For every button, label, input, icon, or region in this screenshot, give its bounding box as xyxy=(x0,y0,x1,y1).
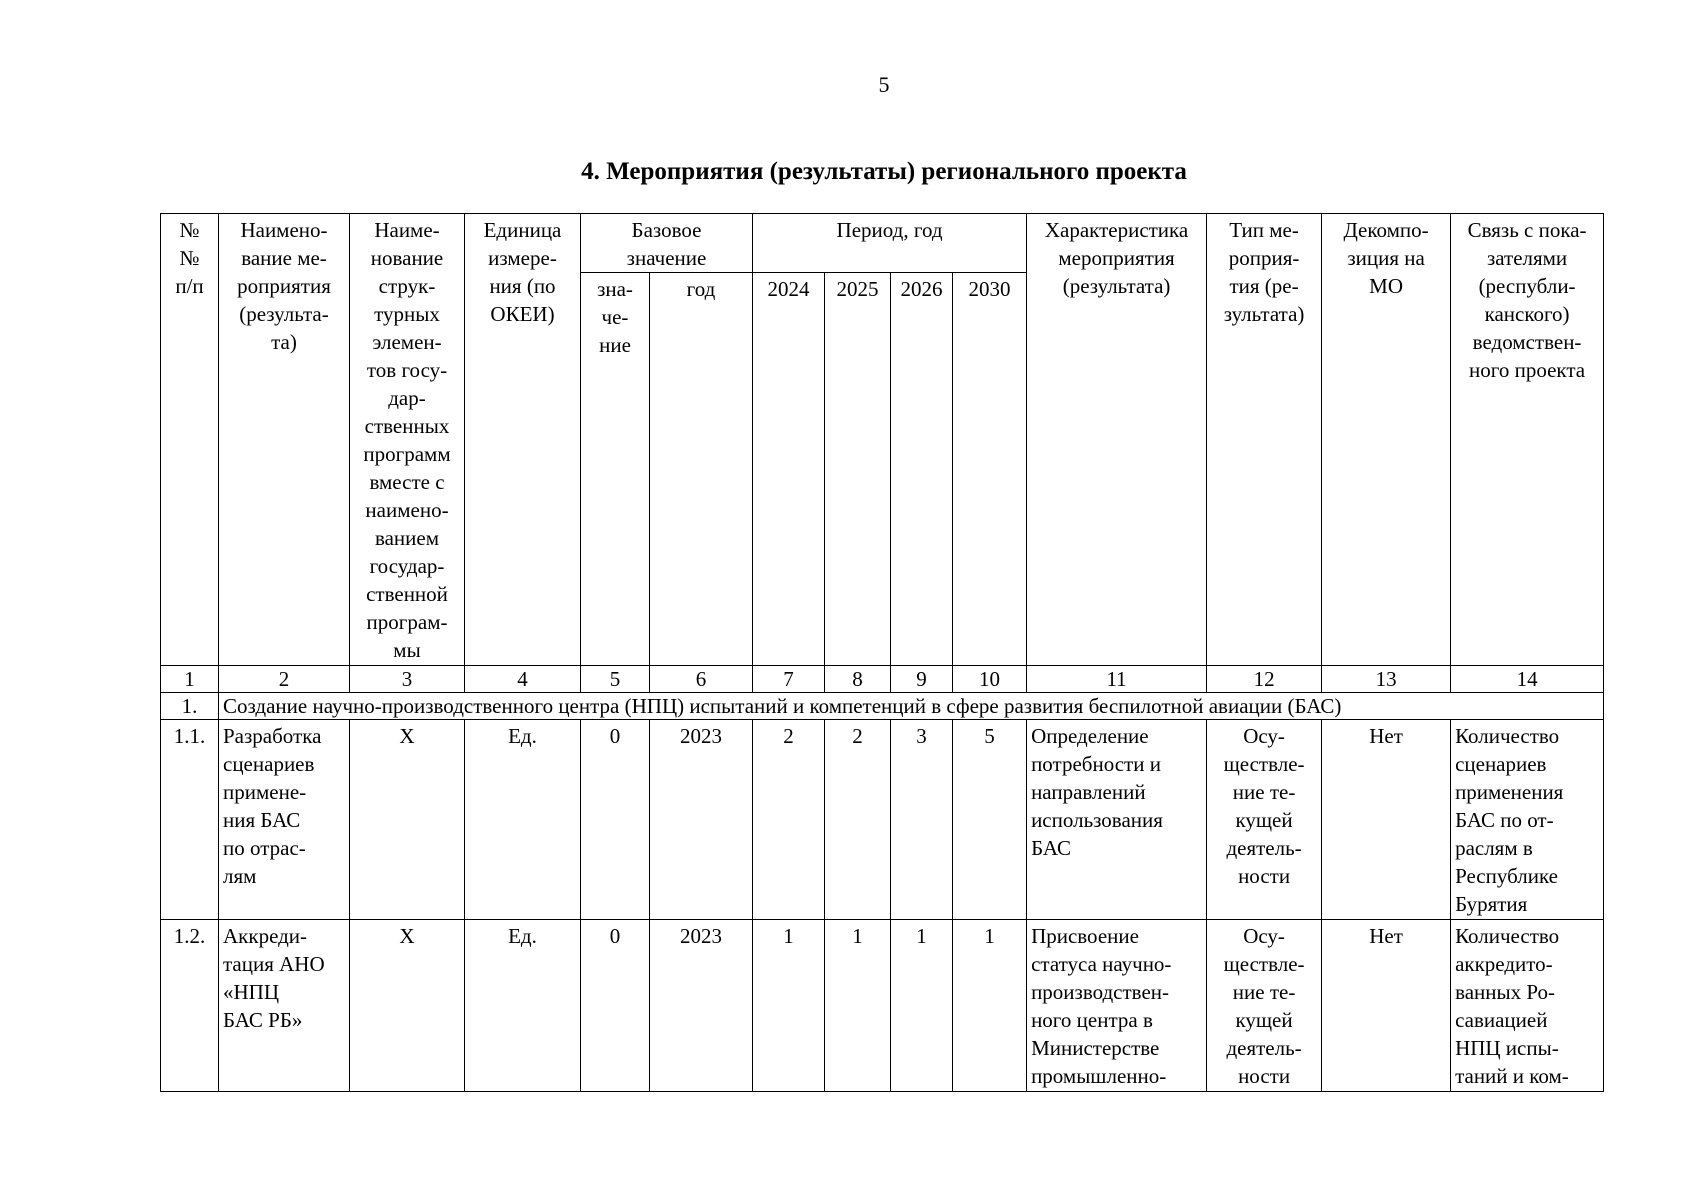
row-name: Разработка сценариев примене- ния БАС по отрас- лям xyxy=(219,720,350,920)
row-2024: 1 xyxy=(753,920,825,1092)
column-number: 12 xyxy=(1207,666,1322,693)
column-number: 14 xyxy=(1451,666,1604,693)
header-unit: Единица измере- ния (по ОКЕИ) xyxy=(465,214,581,666)
column-number: 8 xyxy=(825,666,891,693)
row-number: 1.1. xyxy=(161,720,219,920)
row-2025: 1 xyxy=(825,920,891,1092)
table-row xyxy=(161,720,1604,920)
header-decomposition: Декомпо- зиция на МО xyxy=(1322,214,1451,666)
row-decomposition: Нет xyxy=(1322,720,1451,920)
row-link: Количество сценариев применения БАС по от- раслям в Республике Бурятия xyxy=(1451,720,1604,920)
row-base-value: 0 xyxy=(581,920,650,1092)
row-type: Осу- ществле- ние те- кущей деятель- ности xyxy=(1207,720,1322,920)
header-year-2025: 2025 xyxy=(825,273,891,666)
page-number: 5 xyxy=(878,72,890,97)
row-characteristic: Определение потребности и направлений использования БАС xyxy=(1027,720,1207,920)
row-2024: 2 xyxy=(753,720,825,920)
column-number: 9 xyxy=(891,666,953,693)
row-2025: 2 xyxy=(825,720,891,920)
row-2030: 5 xyxy=(953,720,1027,920)
header-structural: Наиме- нование струк- турных элемен- тов госу- дар- ственных программ вместе с наимено- ванием государ- ственной програм- мы xyxy=(350,214,465,666)
header-base-value: зна- че- ние xyxy=(581,273,650,666)
row-characteristic: Присвоение статуса научно- производствен- ного центра в Министерстве промышленно- xyxy=(1027,920,1207,1092)
column-numbers-row xyxy=(161,666,1604,693)
row-base-year: 2023 xyxy=(650,720,753,920)
row-structural: Х xyxy=(350,920,465,1092)
row-2026: 1 xyxy=(891,920,953,1092)
column-number: 5 xyxy=(581,666,650,693)
row-base-value: 0 xyxy=(581,720,650,920)
header-year-2030: 2030 xyxy=(953,273,1027,666)
header-year-2026: 2026 xyxy=(891,273,953,666)
row-unit: Ед. xyxy=(465,920,581,1092)
row-decomposition: Нет xyxy=(1322,920,1451,1092)
row-type: Осу- ществле- ние те- кущей деятель- ности xyxy=(1207,920,1322,1092)
header-type: Тип ме- роприя- тия (ре- зультата) xyxy=(1207,214,1322,666)
column-number: 13 xyxy=(1322,666,1451,693)
row-2026: 3 xyxy=(891,720,953,920)
column-number: 11 xyxy=(1027,666,1207,693)
page-title: 4. Мероприятия (результаты) регионального проекта xyxy=(581,158,1187,185)
measures-table xyxy=(160,213,1604,1092)
header-base-group: Базовое значение xyxy=(581,214,753,273)
column-number: 3 xyxy=(350,666,465,693)
row-structural: Х xyxy=(350,720,465,920)
header-num: № № п/п xyxy=(161,214,219,666)
column-number: 1 xyxy=(161,666,219,693)
column-number: 2 xyxy=(219,666,350,693)
row-2030: 1 xyxy=(953,920,1027,1092)
column-number: 10 xyxy=(953,666,1027,693)
table-row xyxy=(161,920,1604,1092)
header-row-1 xyxy=(161,214,1604,273)
section-row xyxy=(161,693,1604,720)
row-unit: Ед. xyxy=(465,720,581,920)
header-characteristic: Характеристика мероприятия (результата) xyxy=(1027,214,1207,666)
header-period-group: Период, год xyxy=(753,214,1027,273)
column-number: 7 xyxy=(753,666,825,693)
section-number: 1. xyxy=(161,693,219,720)
header-base-year: год xyxy=(650,273,753,666)
row-base-year: 2023 xyxy=(650,920,753,1092)
header-link: Связь с пока- зателями (республи- канского) ведомствен- ного проекта xyxy=(1451,214,1604,666)
section-title: Создание научно-производственного центра (НПЦ) испытаний и компетенций в сфере развития беспилотной авиации (БАС) xyxy=(219,693,1604,720)
header-name: Наимено- вание ме- роприятия (результа- та) xyxy=(219,214,350,666)
row-name: Аккреди- тация АНО «НПЦ БАС РБ» xyxy=(219,920,350,1092)
header-year-2024: 2024 xyxy=(753,273,825,666)
row-number: 1.2. xyxy=(161,920,219,1092)
column-number: 4 xyxy=(465,666,581,693)
column-number: 6 xyxy=(650,666,753,693)
row-link: Количество аккредито- ванных Ро- савиацией НПЦ испы- таний и ком- xyxy=(1451,920,1604,1092)
